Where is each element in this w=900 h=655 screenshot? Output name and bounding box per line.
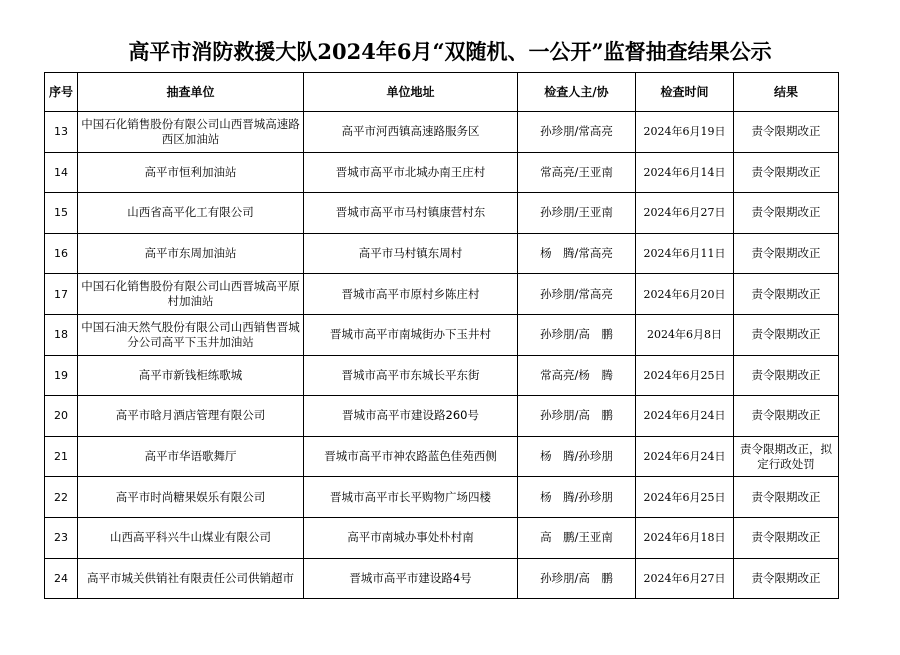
- inspectors: 孙珍朋/常高亮: [518, 112, 636, 153]
- unit-address: 晋城市高平市南城街办下玉井村: [304, 314, 518, 355]
- result: 责令限期改正: [734, 193, 839, 234]
- inspectors: 杨 腾/孙珍朋: [518, 436, 636, 477]
- inspectors: 孙珍朋/王亚南: [518, 193, 636, 234]
- page-title: 高平市消防救援大队2024年6月“双随机、一公开”监督抽查结果公示: [128, 39, 772, 64]
- table-row: [45, 112, 839, 153]
- result: 责令限期改正: [734, 517, 839, 558]
- unit-address: 晋城市高平市神农路蓝色佳苑西侧: [304, 436, 518, 477]
- inspection-date: 2024年6月19日: [636, 112, 734, 153]
- row-number: 22: [45, 477, 78, 518]
- inspectors: 孙珍朋/常高亮: [518, 274, 636, 315]
- result: 责令限期改正，拟定行政处罚: [734, 436, 839, 477]
- result: 责令限期改正: [734, 558, 839, 599]
- result: 责令限期改正: [734, 274, 839, 315]
- inspection-date: 2024年6月14日: [636, 152, 734, 193]
- inspection-date: 2024年6月20日: [636, 274, 734, 315]
- result: 责令限期改正: [734, 355, 839, 396]
- unit-address: 晋城市高平市建设路4号: [304, 558, 518, 599]
- unit-address: 晋城市高平市原村乡陈庄村: [304, 274, 518, 315]
- inspection-date: 2024年6月8日: [636, 314, 734, 355]
- result: 责令限期改正: [734, 233, 839, 274]
- row-number: 23: [45, 517, 78, 558]
- inspectors: 孙珍朋/高 鹏: [518, 558, 636, 599]
- unit-name: 高平市恒利加油站: [78, 152, 304, 193]
- table-row: [45, 396, 839, 437]
- inspectors: 常高亮/王亚南: [518, 152, 636, 193]
- result: 责令限期改正: [734, 314, 839, 355]
- table-row: [45, 558, 839, 599]
- unit-name: 高平市时尚糖果娱乐有限公司: [78, 477, 304, 518]
- row-number: 19: [45, 355, 78, 396]
- table-row: [45, 355, 839, 396]
- unit-name: 山西省高平化工有限公司: [78, 193, 304, 234]
- unit-address: 晋城市高平市东城长平东街: [304, 355, 518, 396]
- row-number: 17: [45, 274, 78, 315]
- header-address: 单位地址: [304, 73, 518, 112]
- inspection-date: 2024年6月11日: [636, 233, 734, 274]
- inspectors: 杨 腾/孙珍朋: [518, 477, 636, 518]
- table-row: [45, 152, 839, 193]
- inspection-date: 2024年6月18日: [636, 517, 734, 558]
- inspectors: 常高亮/杨 腾: [518, 355, 636, 396]
- inspectors: 高 鹏/王亚南: [518, 517, 636, 558]
- unit-address: 高平市河西镇高速路服务区: [304, 112, 518, 153]
- unit-name: 中国石化销售股份有限公司山西晋城高速路西区加油站: [78, 112, 304, 153]
- inspectors: 杨 腾/常高亮: [518, 233, 636, 274]
- unit-name: 高平市东周加油站: [78, 233, 304, 274]
- header-inspectors: 检查人主/协: [518, 73, 636, 112]
- inspection-date: 2024年6月25日: [636, 355, 734, 396]
- unit-name: 高平市新钱柜练歌城: [78, 355, 304, 396]
- result: 责令限期改正: [734, 396, 839, 437]
- row-number: 15: [45, 193, 78, 234]
- inspectors: 孙珍朋/高 鹏: [518, 396, 636, 437]
- unit-address: 晋城市高平市北城办南王庄村: [304, 152, 518, 193]
- inspection-date: 2024年6月27日: [636, 558, 734, 599]
- header-unit: 抽查单位: [78, 73, 304, 112]
- unit-address: 晋城市高平市马村镇康营村东: [304, 193, 518, 234]
- header-date: 检查时间: [636, 73, 734, 112]
- unit-address: 晋城市高平市建设路260号: [304, 396, 518, 437]
- header-no: 序号: [45, 73, 78, 112]
- row-number: 20: [45, 396, 78, 437]
- inspection-date: 2024年6月24日: [636, 396, 734, 437]
- result: 责令限期改正: [734, 477, 839, 518]
- inspection-date: 2024年6月25日: [636, 477, 734, 518]
- unit-address: 晋城市高平市长平购物广场四楼: [304, 477, 518, 518]
- table-row: [45, 517, 839, 558]
- inspectors: 孙珍朋/高 鹏: [518, 314, 636, 355]
- unit-name: 高平市华语歌舞厅: [78, 436, 304, 477]
- unit-name: 中国石化销售股份有限公司山西晋城高平原村加油站: [78, 274, 304, 315]
- inspection-date: 2024年6月24日: [636, 436, 734, 477]
- unit-address: 高平市南城办事处朴村南: [304, 517, 518, 558]
- unit-name: 高平市城关供销社有限责任公司供销超市: [78, 558, 304, 599]
- unit-name: 中国石油天然气股份有限公司山西销售晋城分公司高平下玉井加油站: [78, 314, 304, 355]
- unit-name: 高平市晗月酒店管理有限公司: [78, 396, 304, 437]
- header-result: 结果: [734, 73, 839, 112]
- row-number: 16: [45, 233, 78, 274]
- row-number: 24: [45, 558, 78, 599]
- table-row: [45, 436, 839, 477]
- row-number: 18: [45, 314, 78, 355]
- row-number: 14: [45, 152, 78, 193]
- inspection-results-table: [44, 72, 839, 599]
- table-row: [45, 193, 839, 234]
- table-row: [45, 477, 839, 518]
- table-header-row: [45, 73, 839, 112]
- table-row: [45, 274, 839, 315]
- table-row: [45, 233, 839, 274]
- unit-address: 高平市马村镇东周村: [304, 233, 518, 274]
- row-number: 21: [45, 436, 78, 477]
- row-number: 13: [45, 112, 78, 153]
- unit-name: 山西高平科兴牛山煤业有限公司: [78, 517, 304, 558]
- table-row: [45, 314, 839, 355]
- result: 责令限期改正: [734, 112, 839, 153]
- result: 责令限期改正: [734, 152, 839, 193]
- inspection-date: 2024年6月27日: [636, 193, 734, 234]
